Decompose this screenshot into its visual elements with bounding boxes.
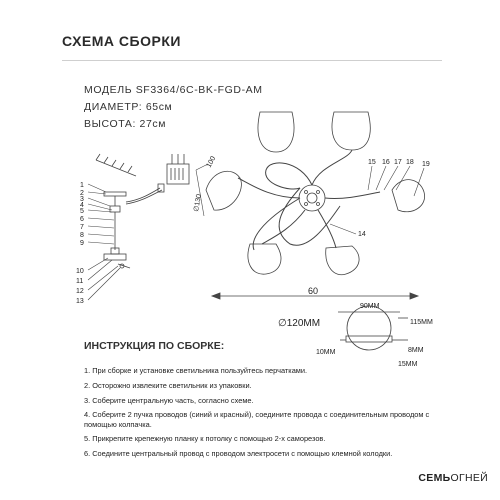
instruction-step: 2. Осторожно извлеките светильник из упаковки.	[84, 380, 252, 390]
terminal-detail	[167, 154, 189, 184]
instructions-list	[84, 366, 444, 464]
dim-60: 60	[308, 286, 319, 296]
callout-3: 3	[80, 196, 84, 203]
ceiling-hatch	[96, 154, 136, 176]
detail-90: 90MM	[360, 303, 380, 310]
dim-100: 100	[205, 155, 218, 169]
callout-15: 15	[368, 159, 376, 166]
callout-17: 17	[394, 159, 402, 166]
lamp-shades	[206, 112, 425, 275]
callout-4: 4	[80, 202, 84, 209]
height-label: ВЫСОТА: 27см	[84, 118, 167, 130]
header	[0, 0, 500, 76]
top-callout-lines	[330, 166, 424, 234]
instruction-step: 4. Соберите 2 пучка проводов (синий и красный), соедините провода с соединительным проводом с помощью колпачка.	[84, 410, 430, 429]
callout-11: 11	[76, 278, 84, 285]
top-callout-labels	[358, 159, 430, 238]
callout-12: 12	[76, 288, 84, 295]
brand-part2: ОГНЕЙ	[450, 472, 488, 484]
header-divider	[62, 60, 442, 61]
brand-logo	[418, 472, 488, 484]
callout-5: 5	[80, 208, 84, 215]
bulb-detail	[338, 306, 408, 350]
detail-15: 15MM	[398, 361, 418, 368]
callout-7: 7	[80, 224, 84, 231]
callout-1: 1	[80, 182, 84, 189]
dimension-labels	[193, 155, 433, 368]
instruction-step: 1. При сборке и установке светильника пользуйтесь перчатками.	[84, 366, 308, 375]
callout-13: 13	[76, 298, 84, 305]
callout-19: 19	[422, 161, 430, 168]
callout-18: 18	[406, 159, 414, 166]
brand-part1: СЕМЬ	[418, 472, 451, 484]
callout-14: 14	[358, 231, 366, 238]
page-title: СХЕМА СБОРКИ	[62, 33, 181, 49]
left-callout-labels	[76, 182, 84, 305]
callout-8: 8	[80, 232, 84, 239]
detail-8: 8MM	[408, 347, 424, 354]
instruction-step: 3. Соберите центральную часть, согласно схеме.	[84, 395, 254, 405]
side-view-fixture	[104, 184, 164, 268]
callout-16: 16	[382, 159, 390, 166]
instruction-step: 5. Прикрепите крепежную планку к потолку с помощью 2-х саморезов.	[84, 434, 326, 444]
callout-10: 10	[76, 268, 84, 275]
detail-d120: ∅120MM	[278, 318, 321, 329]
model-label: МОДЕЛЬ SF3364/6C-BK-FGD-AM	[84, 84, 263, 96]
center-hub	[299, 185, 325, 211]
callout-2: 2	[80, 190, 84, 197]
instruction-step: 6. Соедините центральный провод с проводом электросети с помощью клемной колодки.	[84, 449, 393, 459]
detail-115: 115MM	[410, 319, 433, 326]
callout-6: 6	[80, 216, 84, 223]
callout-9: 9	[80, 240, 84, 247]
instructions-title: ИНСТРУКЦИЯ ПО СБОРКЕ:	[84, 340, 225, 352]
diameter-label: ДИАМЕТР: 65см	[84, 101, 173, 113]
detail-10: 10MM	[316, 349, 336, 356]
dim-d130: ∅130	[193, 193, 204, 213]
